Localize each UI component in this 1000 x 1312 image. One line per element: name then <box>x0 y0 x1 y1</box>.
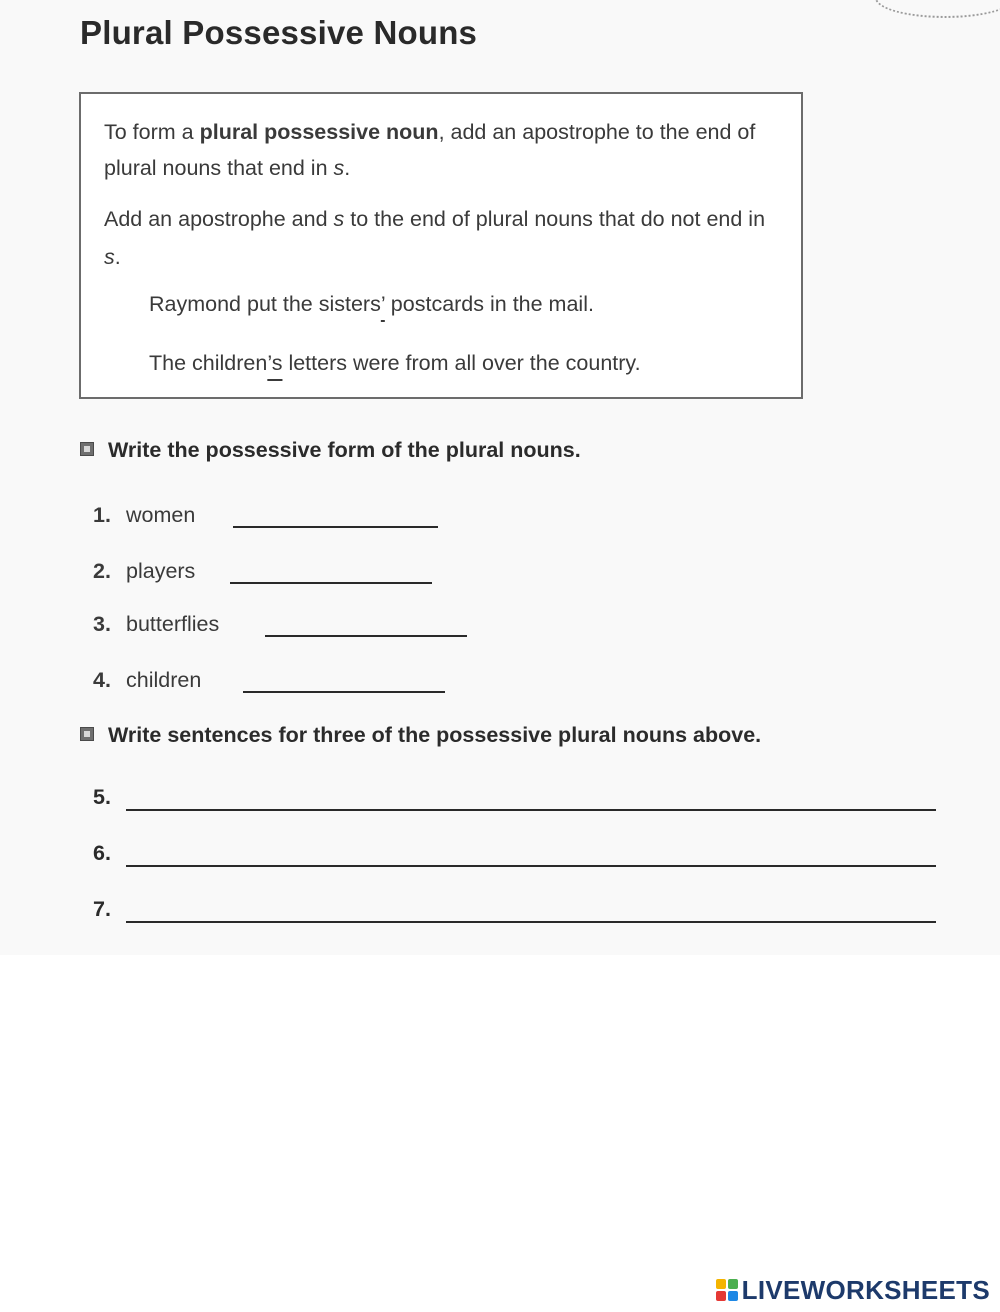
logo-square <box>728 1279 738 1289</box>
example-text: letters were from all over the country. <box>282 351 641 375</box>
rule-term: plural possessive noun <box>199 120 439 144</box>
answer-line <box>126 865 936 867</box>
exercise-item-1 <box>93 503 195 533</box>
square-bullet-icon <box>80 727 94 741</box>
item-number: 2. <box>93 559 111 583</box>
logo-square <box>716 1279 726 1289</box>
liveworksheets-logo-icon <box>716 1279 738 1301</box>
example-text: The children <box>149 351 268 375</box>
item-number: 3. <box>93 612 111 636</box>
item-number: 1. <box>93 503 111 527</box>
example-text: postcards in the mail. <box>384 292 594 316</box>
apostrophe-s-mark: ’s <box>267 351 283 375</box>
brand-name: LIVEWORKSHEETS <box>741 1274 990 1305</box>
exercise-item-2 <box>93 559 195 589</box>
exercise-item-4 <box>93 668 201 698</box>
sentence-input-7[interactable] <box>126 895 936 921</box>
item-word: children <box>126 668 202 692</box>
rule-text: To form a <box>104 120 200 144</box>
item-word: players <box>126 559 196 583</box>
rule-text: to the end of plural nouns that do not end in <box>344 207 766 231</box>
item-number: 4. <box>93 668 111 692</box>
sentence-input-5[interactable] <box>126 783 936 809</box>
item-word: women <box>126 503 196 527</box>
rule-text: . <box>344 156 351 180</box>
corner-decoration <box>875 0 1000 22</box>
sentence-input-6[interactable] <box>126 839 936 865</box>
direction-2 <box>80 723 761 748</box>
sentence-item-6 <box>93 841 943 871</box>
dotted-arc-decoration <box>875 0 1000 18</box>
rule-letter: s <box>104 245 115 269</box>
sentence-item-5 <box>93 785 943 815</box>
answer-input-2[interactable] <box>230 557 432 583</box>
item-number: 7. <box>93 897 111 921</box>
apostrophe-mark: ’ <box>380 292 385 316</box>
logo-square <box>716 1291 726 1301</box>
example-sentence-1 <box>149 292 594 317</box>
rule-text: . <box>114 245 121 269</box>
answer-line <box>126 809 936 811</box>
rule-paragraph-2 <box>104 200 784 276</box>
answer-input-4[interactable] <box>243 666 445 692</box>
item-number: 5. <box>93 785 111 809</box>
answer-line <box>126 921 936 923</box>
answer-input-3[interactable] <box>265 610 467 636</box>
liveworksheets-brand[interactable] <box>716 1276 990 1304</box>
grammar-rule-box <box>79 92 803 399</box>
rule-letter: s <box>333 156 345 180</box>
rule-letter: s <box>333 207 345 231</box>
item-number: 6. <box>93 841 111 865</box>
example-sentence-2 <box>149 351 641 376</box>
direction-1 <box>80 438 581 463</box>
answer-input-1[interactable] <box>233 501 438 527</box>
sentence-item-7 <box>93 897 943 927</box>
rule-paragraph-1 <box>104 114 784 186</box>
square-bullet-icon <box>80 442 94 456</box>
rule-text: , add an apostrophe to the end of plural nouns that end in <box>104 120 756 180</box>
example-text: Raymond put the sisters <box>149 292 381 316</box>
logo-square <box>728 1291 738 1301</box>
item-word: butterflies <box>126 612 220 636</box>
exercise-item-3 <box>93 612 219 642</box>
rule-text: Add an apostrophe and <box>104 207 334 231</box>
direction-text: Write the possessive form of the plural nouns. <box>108 438 581 462</box>
page-title: Plural Possessive Nouns <box>80 14 478 51</box>
direction-text: Write sentences for three of the possessive plural nouns above. <box>108 723 762 747</box>
